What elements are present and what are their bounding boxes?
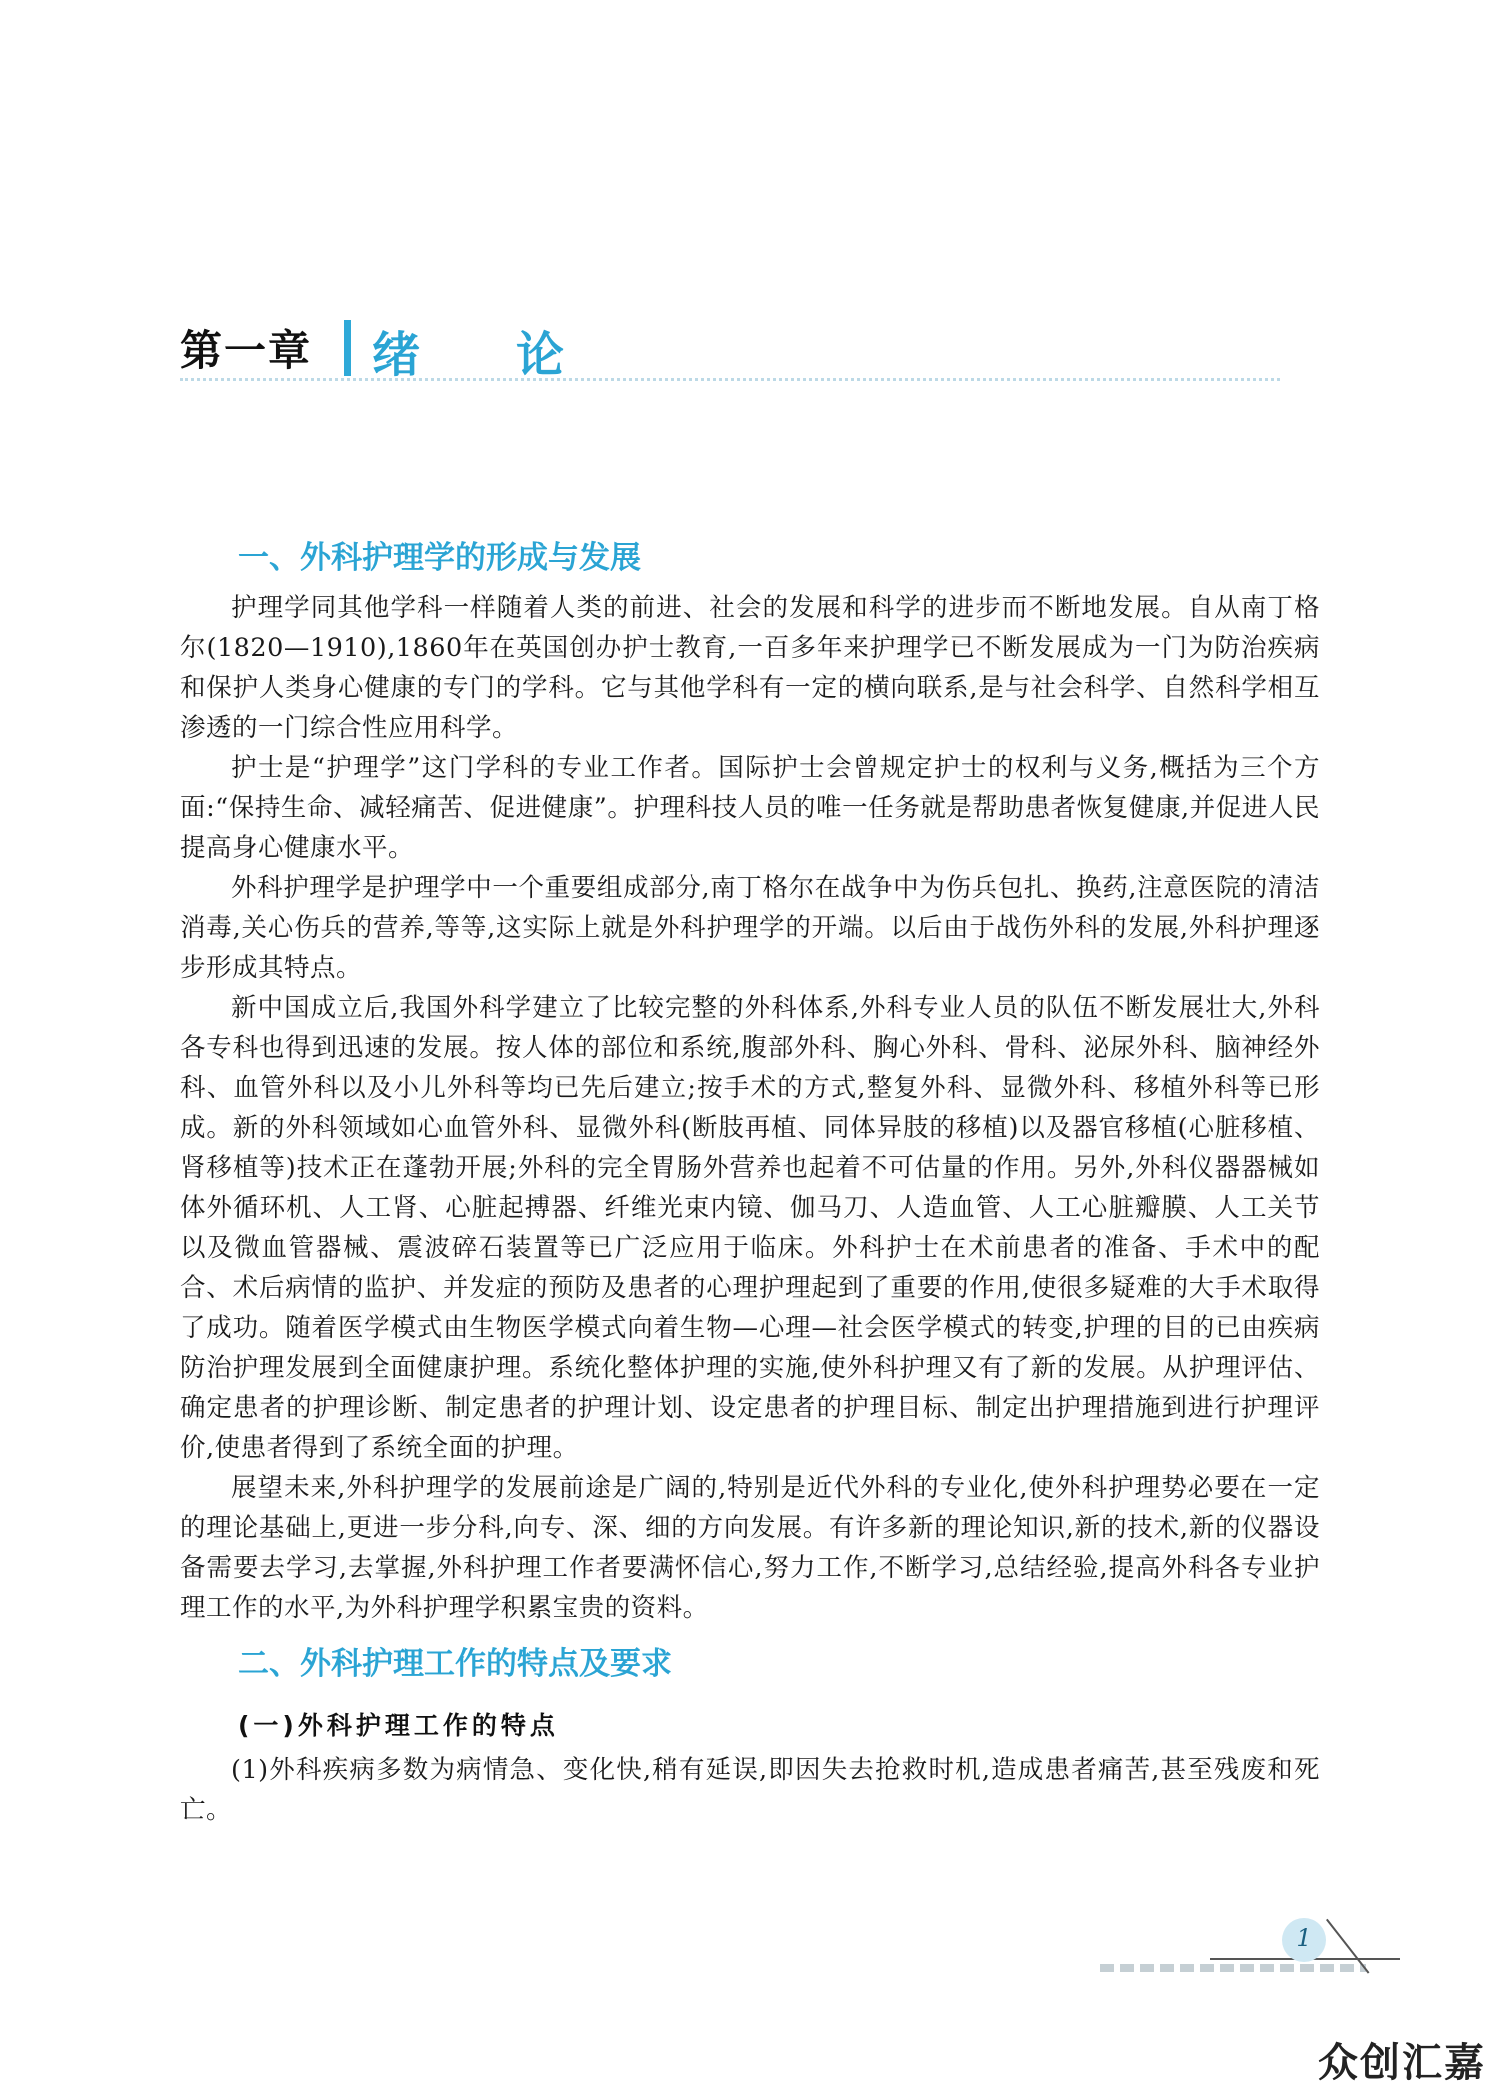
page-footer bbox=[1100, 1918, 1400, 1978]
chapter-divider-bar bbox=[344, 320, 351, 376]
paragraph: (1)外科疾病多数为病情急、变化快,稍有延误,即因失去抢救时机,造成患者痛苦,甚至残废和死亡。 bbox=[180, 1755, 1320, 1825]
paragraph: 新中国成立后,我国外科学建立了比较完整的外科体系,外科专业人员的队伍不断发展壮大,外科各专科也得到迅速的发展。按人体的部位和系统,腹部外科、胸心外科、骨科、泌尿外科、脑神经外科、血管外科以及小儿外科等均已先后建立;按手术的方式,整复外科、显微外科、移植外科等已形成。新的外科领域如心血管外科、显微外科(断肢再植、同体异肢的移植)以及器官移植(心脏移植、肾移植等)技术正在蓬勃开展;外科的完全胃肠外营养也起着不可估量的作用。另外,外科仪器器械如体外循环机、人工肾、心脏起搏器、纤维光束内镜、伽马刀、人造血管、人工心脏瓣膜、人工关节以及微血管器械、震波碎石装置等已广泛应用于临床。外科护士在术前患者的准备、手术中的配合、术后病情的监护、并发症的预防及患者的心理护理起到了重要的作用,使很多疑难的大手术取得了成功。随着医学模式由生物医学模式向着生物—心理—社会医学模式的转变,护理的目的已由疾病防治护理发展到全面健康护理。系统化整体护理的实施,使外科护理又有了新的发展。从护理评估、确定患者的护理诊断、制定患者的护理计划、设定患者的护理目标、制定出护理措施到进行护理评价,使患者得到了系统全面的护理。 bbox=[180, 993, 1320, 1463]
section-heading-1: 一、外科护理学的形成与发展 bbox=[238, 540, 641, 576]
section-heading-2: 二、外科护理工作的特点及要求 bbox=[238, 1646, 672, 1682]
footer-stripe bbox=[1100, 1964, 1366, 1972]
watermark: 众创汇嘉 bbox=[1318, 2040, 1486, 2086]
chapter-label: 第一章 bbox=[180, 326, 313, 375]
paragraph: 护士是“护理学”这门学科的专业工作者。国际护士会曾规定护士的权利与义务,概括为三个方面:“保持生命、减轻痛苦、促进健康”。护理科技人员的唯一任务就是帮助患者恢复健康,并促进人民提高身心健康水平。 bbox=[180, 753, 1320, 863]
paragraph: 护理学同其他学科一样随着人类的前进、社会的发展和科学的进步而不断地发展。自从南丁格尔(1820—1910),1860年在英国创办护士教育,一百多年来护理学已不断发展成为一门为防治疾病和保护人类身心健康的专门的学科。它与其他学科有一定的横向联系,是与社会科学、自然科学相互渗透的一门综合性应用科学。 bbox=[180, 593, 1320, 743]
page-body bbox=[180, 528, 1320, 1830]
chapter-header bbox=[180, 318, 1280, 384]
subsection-heading: (一)外科护理工作的特点 bbox=[238, 1711, 559, 1740]
chapter-dotted-rule bbox=[180, 378, 1280, 381]
paragraph: 展望未来,外科护理学的发展前途是广阔的,特别是近代外科的专业化,使外科护理势必要在一定的理论基础上,更进一步分科,向专、深、细的方向发展。有许多新的理论知识,新的技术,新的仪器设备需要去学习,去掌握,外科护理工作者要满怀信心,努力工作,不断学习,总结经验,提高外科各专业护理工作的水平,为外科护理学积累宝贵的资料。 bbox=[180, 1473, 1320, 1623]
page-number: 1 bbox=[1296, 1924, 1312, 1952]
paragraph: 外科护理学是护理学中一个重要组成部分,南丁格尔在战争中为伤兵包扎、换药,注意医院的清洁消毒,关心伤兵的营养,等等,这实际上就是外科护理学的开端。以后由于战伤外科的发展,外科护理逐步形成其特点。 bbox=[180, 873, 1320, 983]
chapter-title: 绪论 bbox=[372, 327, 661, 383]
